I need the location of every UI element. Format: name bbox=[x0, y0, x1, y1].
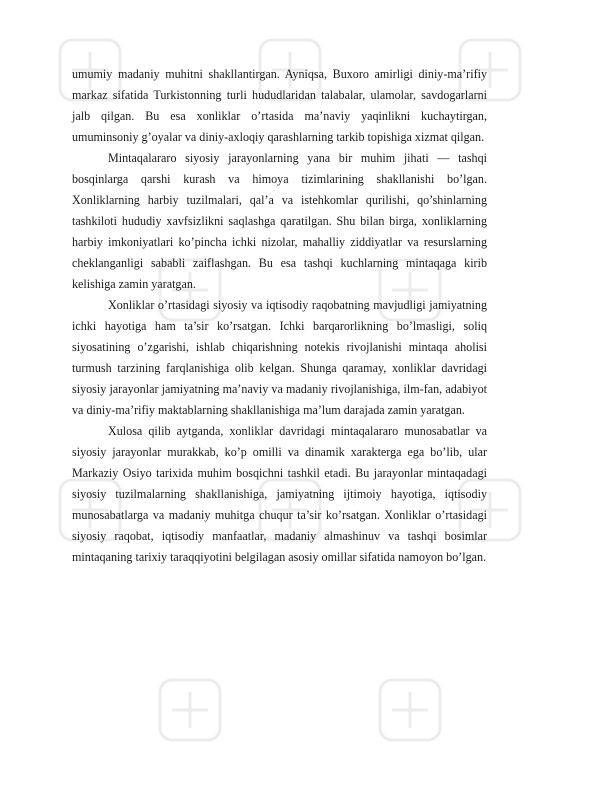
paragraph: Mintaqalararo siyosiy jarayonlarning yana bir muhim jihati — tashqi bosqinlarga qarshi kurash va himoya tizimlarining shakllanishi bo’lgan. Xonliklarning harbiy tuzilmalari, qal’a va istehkomlar qurilishi, qo’shinlarning tashkiloti hududiy xavfsizlikni saqlashga qaratilgan. Shu bilan birga, xonliklarning harbiy imkoniyatlari ko’pincha ichki nizolar, mahalliy ziddiyatlar va resurslarning cheklanganligi sababli zaiflashgan. Bu esa tashqi kuchlarning mintaqaga kirib kelishiga zamin yaratgan. bbox=[72, 151, 487, 291]
paragraph: Xulosa qilib aytganda, xonliklar davridagi mintaqalararo munosabatlar va siyosiy jarayonlar murakkab, ko’p omilli va dinamik xarakterga ega bo’lib, ular Markaziy Osiyo tarixida muhim bosqichni tashkil etadi. Bu jarayonlar mintaqadagi siyosiy tuzilmalarning shakllanishiga, jamiyatning ijtimoiy hayotiga, iqtisodiy munosabatlarga va madaniy muhitga chuqur ta’sir ko’rsatgan. Xonliklar o’rtasidagi siyosiy raqobat, iqtisodiy manfaatlar, madaniy almashinuv va tashqi bosimlar mintaqaning tarixiy taraqqiyotini belgilagan asosiy omillar sifatida namoyon bo’lgan. bbox=[72, 424, 487, 564]
paragraph: Xonliklar o’rtasidagi siyosiy va iqtisodiy raqobatning mavjudligi jamiyatning ichki hayotiga ham ta’sir ko’rsatgan. Ichki barqarorlikning bo’lmasligi, soliq siyosatining o’zgarishi, ishlab chiqarishning notekis rivojlanishi mintaqa aholisi turmush tarzining farqlanishiga olib kelgan. Shunga qaramay, xonliklar davridagi siyosiy jarayonlar jamiyatning ma’naviy va madaniy rivojlanishiga, ilm-fan, adabiyot va diniy-ma’rifiy maktablarning shakllanishiga ma’lum darajada zamin yaratgan. bbox=[72, 298, 487, 417]
paragraph-continued: umumiy madaniy muhitni shakllantirgan. Ayniqsa, Buxoro amirligi diniy-ma’rifiy markaz sifatida Turkistonning turli hududlaridan talabalar, ulamolar, savdogarlarni jalb qilgan. Bu esa xonliklar o’rtasida ma’naviy yaqinlikni kuchaytirgan, umuminsoniy g’oyalar va diniy-axloqiy qarashlarning tarkib topishiga xizmat qilgan. bbox=[72, 67, 487, 144]
document-body bbox=[72, 64, 487, 568]
